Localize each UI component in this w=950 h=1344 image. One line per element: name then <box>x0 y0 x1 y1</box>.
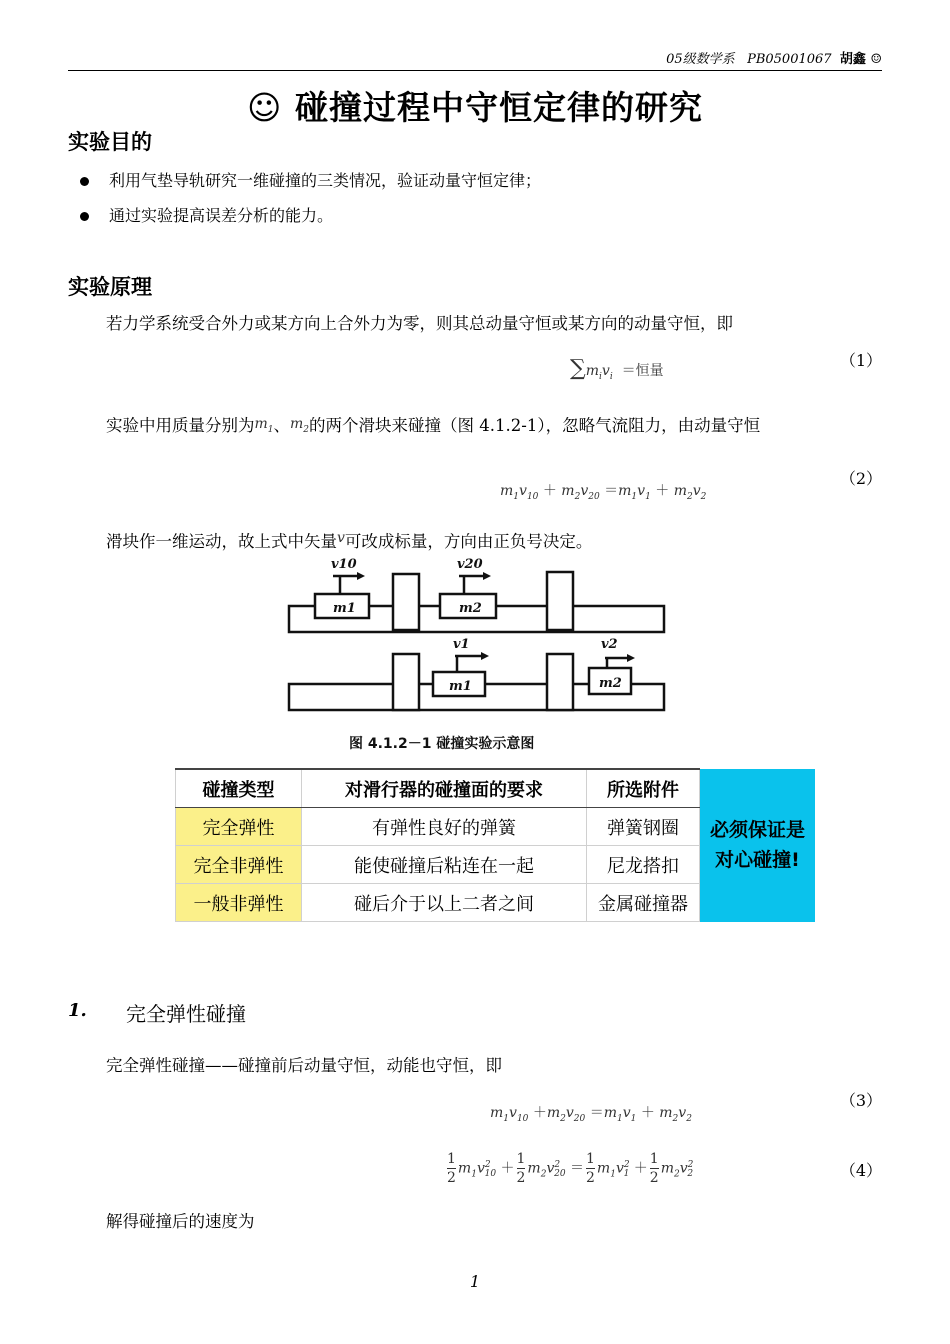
figure-caption: 图 4.1.2－1 碰撞实验示意图 <box>349 736 535 752</box>
velocity-label: v20 <box>457 557 483 572</box>
velocity-label: v10 <box>331 557 357 572</box>
collision-types-table <box>175 768 815 922</box>
collision-diagram <box>285 556 675 756</box>
paragraph: 完全弹性碰撞——碰撞前后动量守恒，动能也守恒，即 <box>106 1056 502 1075</box>
equation-3: $m_1v_{10} +m_2v_{20} =m_1v_1 + m_2v_2$ <box>490 1105 692 1124</box>
page-number: 1 <box>469 1272 481 1291</box>
table-cell: 碰后介于以上二者之间 <box>302 884 587 922</box>
equation-number: （4） <box>839 1161 882 1180</box>
equation-2: $m_1v_{10} + m_2v_{20} =m_1v_1 + m_2v_2$ <box>500 483 707 502</box>
mass-label: m1 <box>449 679 472 694</box>
velocity-label: v2 <box>601 637 618 652</box>
table-header: 碰撞类型 <box>176 769 302 808</box>
mass-label: m2 <box>459 601 482 616</box>
bullet-icon <box>80 212 89 221</box>
velocity-label: v1 <box>453 637 470 652</box>
page-header <box>666 48 882 67</box>
section-heading-principle: 实验原理 <box>68 275 152 299</box>
header-author: 胡鑫 ☺ <box>839 52 882 67</box>
subsection-heading: 完全弹性碰撞 <box>126 1002 246 1026</box>
table-cell: 有弹性良好的弹簧 <box>302 808 587 846</box>
paragraph: 实验中用质量分别为$m_1$、$m_2$的两个滑块来碰撞（图 4.1.2-1），忽略气流阻力，由动量守恒 <box>106 416 761 435</box>
paragraph: 若力学系统受合外力或某方向上合外力为零，则其总动量守恒或某方向的动量守恒，即 <box>106 314 733 333</box>
note-cell: 必须保证是 对心碰撞! <box>700 769 816 922</box>
paragraph: 解得碰撞后的速度为 <box>106 1212 255 1231</box>
table-header: 所选附件 <box>587 769 700 808</box>
table-header-row <box>176 769 816 808</box>
table-cell-type: 完全非弹性 <box>176 846 302 884</box>
table-cell: 尼龙搭扣 <box>587 846 700 884</box>
header-student-id: PB05001067 <box>747 52 832 67</box>
page-title: ☺ 碰撞过程中守恒定律的研究 <box>247 88 703 127</box>
table-cell: 弹簧钢圈 <box>587 808 700 846</box>
bumper-post <box>547 654 573 710</box>
paragraph: 滑块作一维运动，故上式中矢量$^v$可改成标量，方向由正负号决定。 <box>106 530 593 551</box>
bumper-post <box>393 654 419 710</box>
list-item: 利用气垫导轨研究一维碰撞的三类情况，验证动量守恒定律； <box>80 168 541 191</box>
equation-number: （2） <box>839 469 882 488</box>
bullet-icon <box>80 177 89 186</box>
equation-4: $\frac{1}{2}$ $m_1v^2_{10}$ ＋ $\frac{1}{2}$ $m_2v^2_{20}$ ＝ $\frac{1}{2}$ $m_1v^2_1$ ＋ $\frac{1}{2}$ $m_2v^2_2$ <box>447 1151 694 1186</box>
bumper-post <box>393 574 419 630</box>
equation-1: $\sum m_iv_i$ ＝恒量 <box>570 356 664 382</box>
list-item: 通过实验提高误差分析的能力。 <box>80 203 333 226</box>
table-header: 对滑行器的碰撞面的要求 <box>302 769 587 808</box>
equation-number: （1） <box>839 351 882 370</box>
header-rule <box>68 70 882 71</box>
mass-label: m1 <box>333 601 356 616</box>
table-cell: 金属碰撞器 <box>587 884 700 922</box>
header-department: 05级数学系 <box>666 52 735 67</box>
table-cell-type: 完全弹性 <box>176 808 302 846</box>
section-heading-purpose: 实验目的 <box>68 130 152 154</box>
subsection-number: 1. <box>68 1000 87 1021</box>
bumper-post <box>547 572 573 630</box>
mass-label: m2 <box>599 676 622 691</box>
table-cell-type: 一般非弹性 <box>176 884 302 922</box>
equation-number: （3） <box>839 1091 882 1110</box>
table-cell: 能使碰撞后粘连在一起 <box>302 846 587 884</box>
